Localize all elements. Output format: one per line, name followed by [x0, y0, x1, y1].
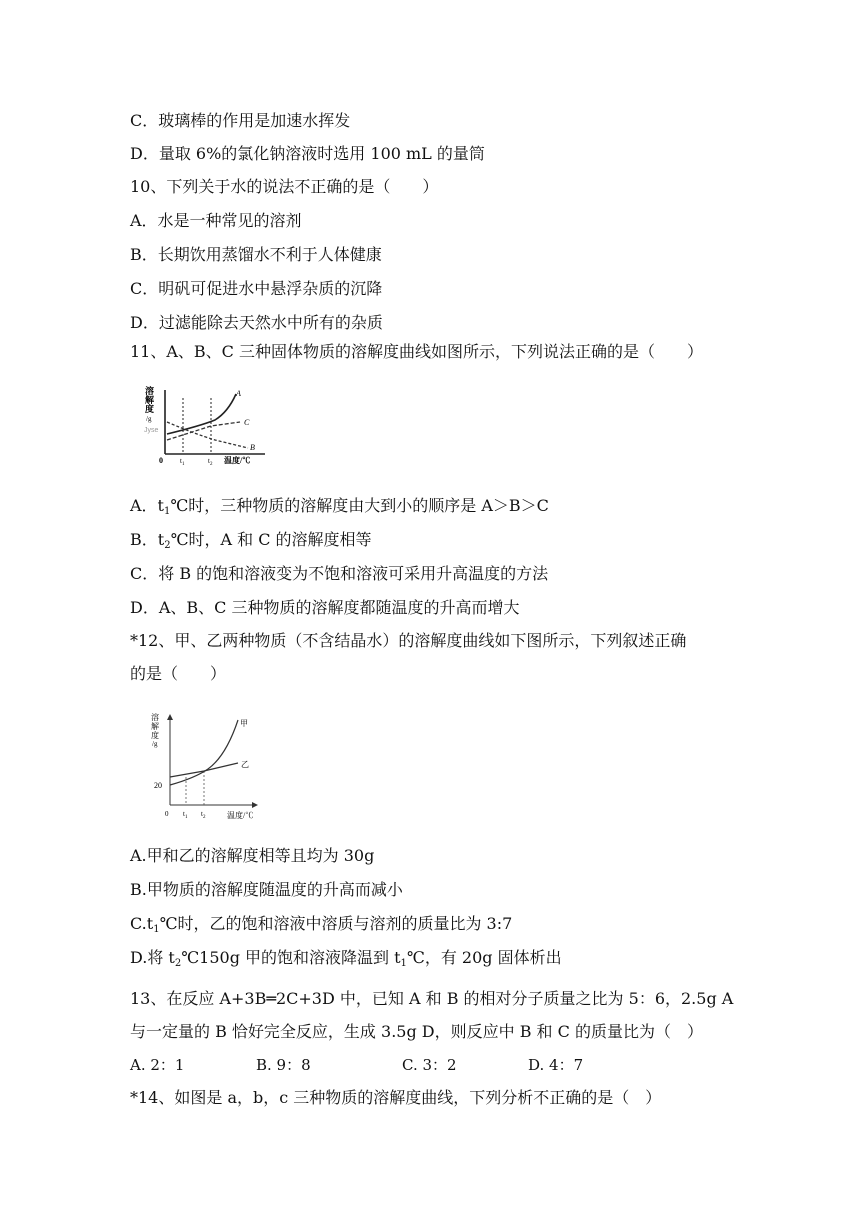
q9-option-d: D．量取 6%的氯化钠溶液时选用 100 mL 的量筒 — [130, 144, 485, 163]
q12-ylabel-1: 溶 — [151, 713, 159, 722]
q11-label-a: A — [236, 389, 241, 398]
q12-curve-yi — [170, 763, 238, 777]
q11-option-a: A．$t_1℃$时，三种物质的溶解度由大到小的顺序是 A＞B＞C — [130, 496, 549, 517]
q10-option-a: A．水是一种常见的溶剂 — [130, 211, 302, 230]
q11-curve-b — [167, 422, 248, 448]
q13-stem-line2: 与一定量的 B 恰好完全反应，生成 3.5g D，则反应中 B 和 C 的质量比为（ ） — [130, 1022, 703, 1041]
q10-stem: 10、下列关于水的说法不正确的是（ ） — [130, 177, 439, 196]
q12-ylabel-3: 度 — [151, 731, 159, 740]
q12-xlabel: 温度/℃ — [227, 811, 254, 820]
q11-label-c: C — [244, 418, 250, 427]
q13-stem-line1: 13、在反应 A+3B═2C+3D 中，已知 A 和 B 的相对分子质量之比为 5：6，2.5g A — [130, 989, 734, 1008]
q12-stem-line1: *12、甲、乙两种物质（不含结晶水）的溶解度曲线如下图所示，下列叙述正确 — [130, 631, 687, 650]
q12-label-jia: 甲 — [240, 719, 248, 728]
q11-option-d: D．A、B、C 三种物质的溶解度都随温度的升高而增大 — [130, 598, 520, 617]
q10-option-c: C．明矾可促进水中悬浮杂质的沉降 — [130, 279, 383, 298]
q11-curve-a — [167, 394, 236, 434]
q14-stem: *14、如图是 a，b，c 三种物质的溶解度曲线，下列分析不正确的是（ ） — [130, 1088, 662, 1107]
q11-xlabel: 温度/℃ — [224, 456, 251, 465]
q13-option-d: D. 4：7 — [528, 1056, 584, 1074]
q12-option-a: A.甲和乙的溶解度相等且均为 30g — [130, 846, 375, 865]
q13-option-a: A. 2：1 — [130, 1056, 185, 1074]
q11-t1: $t_1$ — [180, 457, 185, 467]
q11-label-b: B — [250, 443, 255, 452]
q10-option-d: D．过滤能除去天然水中所有的杂质 — [130, 313, 383, 332]
q12-origin: 0 — [165, 810, 169, 818]
q13-option-c: C. 3：2 — [402, 1056, 457, 1074]
q12-option-d: D.将 $t_2℃150g$ 甲的饱和溶液降温到 $t_1℃$，有 20g 固体析出 — [130, 948, 562, 969]
q11-ylabel-unit: /g — [146, 415, 152, 423]
q12-stem-line2: 的是（ ） — [130, 664, 227, 683]
q12-ylabel-unit: /g — [152, 740, 158, 748]
q11-t2: $t_2$ — [208, 457, 213, 467]
q12-t1: $t_1$ — [183, 810, 188, 820]
q11-ylabel-2: 解 — [145, 395, 155, 405]
q10-option-b: B．长期饮用蒸馏水不利于人体健康 — [130, 245, 382, 264]
q12-option-c: $C.t_1℃$时，乙的饱和溶液中溶质与溶剂的质量比为 3:7 — [130, 914, 513, 935]
q12-label-yi: 乙 — [241, 760, 249, 769]
q11-watermark: Jyse — [144, 427, 159, 434]
q12-t2: $t_2$ — [201, 810, 206, 820]
q11-solubility-figure — [140, 382, 275, 467]
q12-solubility-figure — [150, 712, 265, 822]
q9-option-c: C．玻璃棒的作用是加速水挥发 — [130, 111, 351, 130]
q11-origin: 0 — [159, 456, 163, 465]
q12-y-tick-20: 20 — [154, 781, 162, 790]
q11-ylabel-3: 度 — [145, 404, 155, 414]
q13-option-b: B. 9：8 — [256, 1056, 311, 1074]
q12-ylabel-2: 解 — [151, 722, 159, 731]
q11-option-b: B．$t_2℃$时，A 和 C 的溶解度相等 — [130, 530, 372, 551]
q11-option-c: C．将 B 的饱和溶液变为不饱和溶液可采用升高温度的方法 — [130, 564, 549, 583]
q11-stem: 11、A、B、C 三种固体物质的溶解度曲线如图所示，下列说法正确的是（ ） — [130, 342, 704, 361]
q12-option-b: B.甲物质的溶解度随温度的升高而减小 — [130, 880, 403, 899]
q11-ylabel-1: 溶 — [145, 386, 155, 396]
